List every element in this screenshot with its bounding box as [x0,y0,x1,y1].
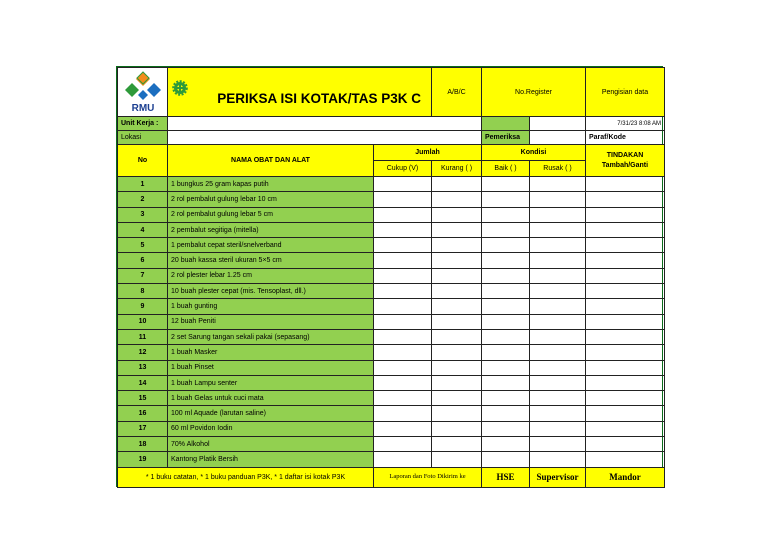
item-name: 100 ml Aquade (larutan saline) [168,406,374,421]
broken-check[interactable] [530,329,586,344]
less-check[interactable] [432,345,482,360]
less-check[interactable] [432,329,482,344]
table-row [118,406,665,421]
location-row [118,131,665,145]
good-check[interactable] [482,375,530,390]
action-input[interactable] [586,391,665,406]
item-no: 10 [118,314,168,329]
less-check[interactable] [432,452,482,467]
title-cell [168,68,432,117]
inspector-label: Pemeriksa [482,131,530,145]
item-name: 1 buah Lampu senter [168,375,374,390]
item-name: 1 pembalut cepat steril/snelverband [168,238,374,253]
col-condition-header: Kondisi [482,145,586,161]
supervisor-label: Supervisor [530,467,586,487]
table-row [118,284,665,299]
action-input[interactable] [586,177,665,192]
signature-label: Paraf/Kode [586,131,665,145]
item-no: 3 [118,207,168,222]
item-name: 10 buah plester cepat (mis. Tensoplast, dll.) [168,284,374,299]
broken-check[interactable] [530,314,586,329]
table-row [118,177,665,192]
less-check[interactable] [432,192,482,207]
broken-check[interactable] [530,375,586,390]
enough-check[interactable] [374,437,432,452]
item-rows [118,177,665,468]
item-no: 5 [118,238,168,253]
item-name: 1 buah Gelas untuk cuci mata [168,391,374,406]
enough-check[interactable] [374,192,432,207]
item-no: 6 [118,253,168,268]
action-input[interactable] [586,192,665,207]
good-check[interactable] [482,253,530,268]
less-check[interactable] [432,222,482,237]
item-no: 2 [118,192,168,207]
abc-value[interactable] [482,117,530,131]
col-enough-header: Cukup (V) [374,161,432,177]
unit-label: Unit Kerja : [118,117,168,131]
enough-check[interactable] [374,391,432,406]
enough-check[interactable] [374,177,432,192]
col-less-header: Kurang ( ) [432,161,482,177]
less-check[interactable] [432,437,482,452]
logo-cell [118,68,168,117]
good-check[interactable] [482,421,530,436]
table-row [118,391,665,406]
col-amount-header: Jumlah [374,145,482,161]
broken-check[interactable] [530,207,586,222]
broken-check[interactable] [530,421,586,436]
good-check[interactable] [482,437,530,452]
broken-check[interactable] [530,222,586,237]
page-title: PERIKSA ISI KOTAK/TAS P3K C [217,91,421,107]
table-row [118,345,665,360]
item-no: 7 [118,268,168,283]
action-input[interactable] [586,421,665,436]
col-good-header: Baik ( ) [482,161,530,177]
less-check[interactable] [432,284,482,299]
action-input[interactable] [586,222,665,237]
good-check[interactable] [482,406,530,421]
unit-input[interactable] [168,117,482,131]
location-label: Lokasi [118,131,168,145]
col-action-line2: Tambah/Ganti [601,161,649,169]
broken-check[interactable] [530,360,586,375]
good-check[interactable] [482,284,530,299]
table-row [118,253,665,268]
table-row [118,360,665,375]
col-action-header [586,145,665,177]
item-name: 2 rol pembalut gulung lebar 10 cm [168,192,374,207]
item-name: 1 buah Masker [168,345,374,360]
table-row [118,437,665,452]
table-row [118,375,665,390]
less-check[interactable] [432,177,482,192]
table-row [118,299,665,314]
good-check[interactable] [482,238,530,253]
item-no: 11 [118,329,168,344]
less-check[interactable] [432,391,482,406]
less-check[interactable] [432,406,482,421]
item-no: 19 [118,452,168,467]
less-check[interactable] [432,207,482,222]
good-check[interactable] [482,345,530,360]
hse-label: HSE [482,467,530,487]
broken-check[interactable] [530,437,586,452]
register-value[interactable] [530,117,586,131]
item-name: 20 buah kassa steril ukuran 5×5 cm [168,253,374,268]
item-name: 2 rol pembalut gulung lebar 5 cm [168,207,374,222]
broken-check[interactable] [530,177,586,192]
enough-check[interactable] [374,284,432,299]
broken-check[interactable] [530,192,586,207]
broken-check[interactable] [530,238,586,253]
item-name: 2 set Sarung tangan sekali pakai (sepasang) [168,329,374,344]
enough-check[interactable] [374,329,432,344]
enough-check[interactable] [374,299,432,314]
less-check[interactable] [432,238,482,253]
item-no: 8 [118,284,168,299]
report-label: Laporan dan Foto Dikirim ke [374,467,482,487]
good-check[interactable] [482,391,530,406]
register-label: No.Register [482,68,586,117]
logo-text: RMU [131,103,154,113]
enough-check[interactable] [374,268,432,283]
title-row [118,68,665,117]
action-input[interactable] [586,299,665,314]
table-row [118,238,665,253]
item-no: 1 [118,177,168,192]
enough-check[interactable] [374,207,432,222]
good-check[interactable] [482,222,530,237]
good-check[interactable] [482,360,530,375]
enough-check[interactable] [374,406,432,421]
table-row [118,329,665,344]
filling-label: Pengisian data [586,68,665,117]
item-no: 15 [118,391,168,406]
table-row [118,421,665,436]
footer-note: * 1 buku catatan, * 1 buku panduan P3K, * 1 daftar isi kotak P3K [118,467,374,487]
item-name: Kantong Platik Bersih [168,452,374,467]
item-name: 60 ml Povidon Iodin [168,421,374,436]
broken-check[interactable] [530,345,586,360]
broken-check[interactable] [530,299,586,314]
action-input[interactable] [586,345,665,360]
p3k-checklist-sheet [116,66,663,487]
good-check[interactable] [482,207,530,222]
action-input[interactable] [586,238,665,253]
table-row [118,452,665,467]
unit-row [118,117,665,131]
checklist-table [117,67,665,488]
enough-check[interactable] [374,314,432,329]
broken-check[interactable] [530,284,586,299]
datetime-value: 7/31/23 8:08 AM [586,117,665,131]
less-check[interactable] [432,375,482,390]
action-input[interactable] [586,253,665,268]
enough-check[interactable] [374,452,432,467]
broken-check[interactable] [530,268,586,283]
action-input[interactable] [586,314,665,329]
safety-gear-icon [172,80,188,98]
less-check[interactable] [432,299,482,314]
broken-check[interactable] [530,452,586,467]
table-row [118,207,665,222]
item-name: 1 buah gunting [168,299,374,314]
item-name: 1 buah Pinset [168,360,374,375]
enough-check[interactable] [374,345,432,360]
enough-check[interactable] [374,253,432,268]
action-input[interactable] [586,452,665,467]
enough-check[interactable] [374,238,432,253]
good-check[interactable] [482,299,530,314]
enough-check[interactable] [374,222,432,237]
enough-check[interactable] [374,375,432,390]
less-check[interactable] [432,314,482,329]
less-check[interactable] [432,268,482,283]
abc-label: A/B/C [432,68,482,117]
item-no: 18 [118,437,168,452]
item-no: 17 [118,421,168,436]
good-check[interactable] [482,192,530,207]
action-input[interactable] [586,268,665,283]
table-row [118,192,665,207]
item-no: 16 [118,406,168,421]
broken-check[interactable] [530,391,586,406]
foreman-label: Mandor [586,467,665,487]
inspector-input[interactable] [530,131,586,145]
item-name: 1 bungkus 25 gram kapas putih [168,177,374,192]
item-no: 14 [118,375,168,390]
item-no: 12 [118,345,168,360]
location-input[interactable] [168,131,482,145]
good-check[interactable] [482,268,530,283]
item-no: 9 [118,299,168,314]
item-name: 2 pembalut segitiga (mitella) [168,222,374,237]
footer-row [118,467,665,487]
table-row [118,314,665,329]
item-no: 4 [118,222,168,237]
item-name: 2 rol plester lebar 1.25 cm [168,268,374,283]
rmu-logo-icon [123,69,163,113]
item-name: 12 buah Peniti [168,314,374,329]
less-check[interactable] [432,421,482,436]
action-input[interactable] [586,375,665,390]
action-input[interactable] [586,207,665,222]
col-no-header: No [118,145,168,177]
action-input[interactable] [586,406,665,421]
action-input[interactable] [586,437,665,452]
less-check[interactable] [432,253,482,268]
good-check[interactable] [482,329,530,344]
col-broken-header: Rusak ( ) [530,161,586,177]
item-name: 70% Alkohol [168,437,374,452]
broken-check[interactable] [530,406,586,421]
enough-check[interactable] [374,360,432,375]
col-action-line1: TINDAKAN [606,152,644,160]
action-input[interactable] [586,360,665,375]
table-row [118,222,665,237]
good-check[interactable] [482,177,530,192]
action-input[interactable] [586,284,665,299]
less-check[interactable] [432,360,482,375]
action-input[interactable] [586,329,665,344]
enough-check[interactable] [374,421,432,436]
table-row [118,268,665,283]
good-check[interactable] [482,452,530,467]
good-check[interactable] [482,314,530,329]
col-name-header: NAMA OBAT DAN ALAT [168,145,374,177]
header-row-1 [118,145,665,161]
broken-check[interactable] [530,253,586,268]
item-no: 13 [118,360,168,375]
